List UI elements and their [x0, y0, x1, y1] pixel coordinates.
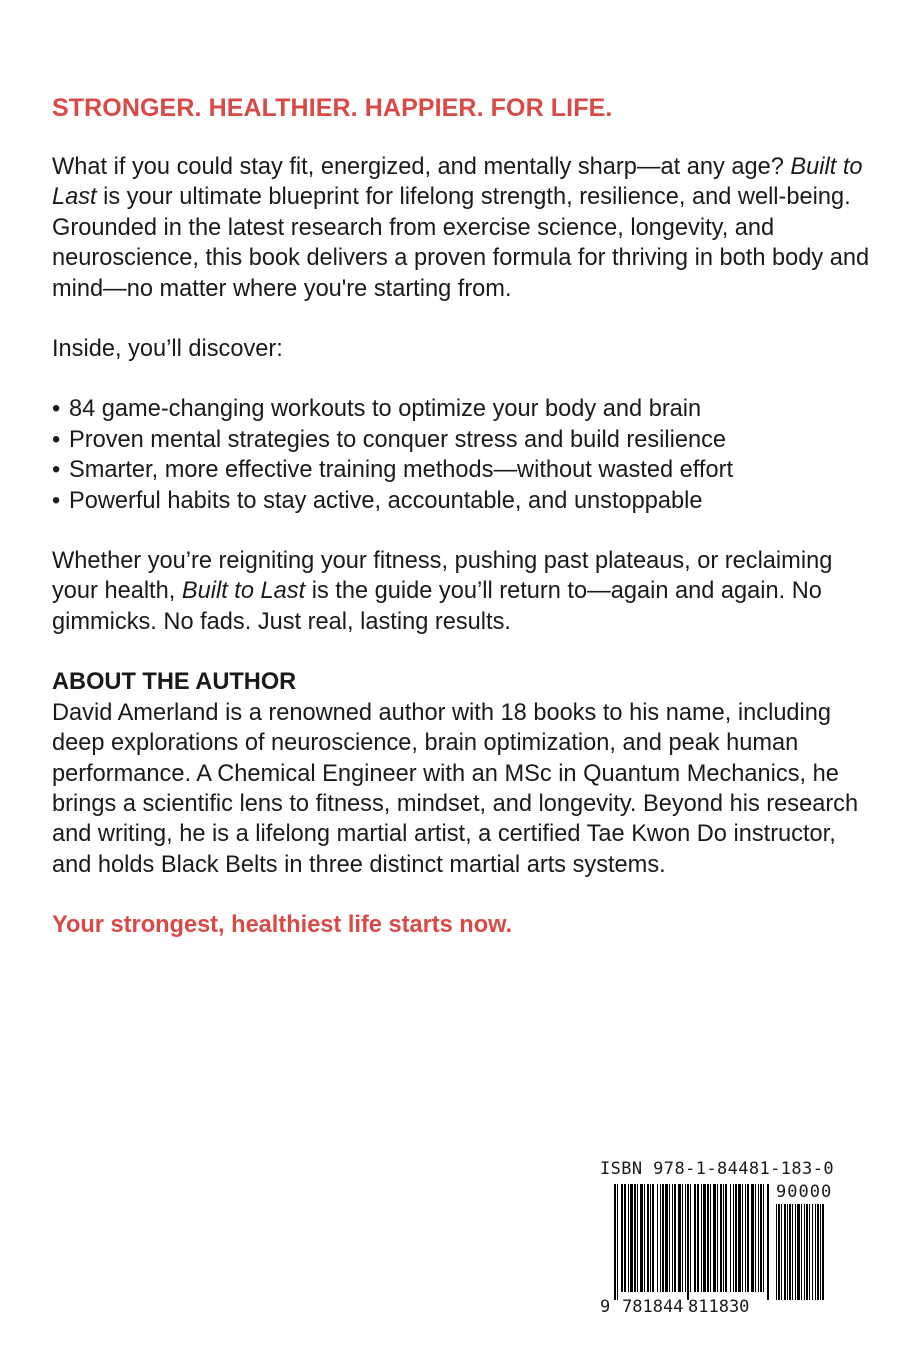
barcode-bar: [733, 1184, 734, 1292]
author-bio: David Amerland is a renowned author with 18 books to his name, including deep explorations of neuroscience, brain optimization, and peak human performance. A Chemical Engineer with an MSc in Quantum Mechanics, he brings a scientific lens to fitness, mindset, and longevity. Beyond his research and writing, he is a lifelong martial artist, a certified Tae Kwon Do instructor, and holds Black Belts in three distinct martial arts systems.: [52, 699, 859, 878]
addon-barcode-bar: [812, 1204, 813, 1300]
barcode-bar: [628, 1184, 629, 1292]
barcode-bar: [763, 1184, 764, 1292]
barcode-bar: [617, 1184, 618, 1300]
whether-lead: Whether you’re reigniting your fitness, pushing past plateaus, or reclaiming your health,: [52, 548, 833, 605]
barcode-bar: [662, 1184, 664, 1292]
list-item: • 84 game-changing workouts to optimize your body and brain: [52, 394, 872, 424]
barcode-bar: [730, 1184, 731, 1292]
barcode-bar: [650, 1184, 651, 1292]
barcode-bar: [697, 1184, 699, 1292]
barcode-bar: [694, 1184, 696, 1292]
book-title: Built to Last: [52, 154, 863, 211]
addon-barcode-bar: [778, 1204, 780, 1300]
barcode-bar: [690, 1184, 691, 1292]
barcode-bar: [751, 1184, 754, 1292]
barcode-bar: [678, 1184, 681, 1292]
whether-rest: is the guide you’ll return to—again and again. No gimmicks. No fads. Just real, lasting results.: [52, 578, 822, 635]
barcode-digit-group-1: 781844: [622, 1297, 684, 1317]
addon-barcode-bar: [817, 1204, 819, 1300]
list-item: • Proven mental strategies to conquer stress and build resilience: [52, 425, 872, 455]
isbn-label: ISBN 978-1-84481-183-0: [600, 1159, 834, 1179]
barcode-bar: [703, 1184, 706, 1292]
barcode-bar: [717, 1184, 718, 1292]
barcode-bar: [624, 1184, 626, 1292]
barcode-bar: [758, 1184, 759, 1292]
addon-barcode-bar: [776, 1204, 777, 1300]
barcode-bar: [672, 1184, 673, 1292]
barcode-bar: [723, 1184, 724, 1292]
intro-lead: What if you could stay fit, energized, and mentally sharp—at any age?: [52, 154, 791, 180]
barcode-bar: [760, 1184, 762, 1292]
barcode-bar: [637, 1184, 638, 1292]
barcode-bar: [687, 1184, 689, 1300]
addon-barcode-bar: [822, 1204, 824, 1300]
barcode-bar: [660, 1184, 661, 1292]
barcode-bar: [738, 1184, 741, 1292]
addon-barcode-bar: [809, 1204, 810, 1300]
addon-barcode-bar: [787, 1204, 788, 1300]
barcode-bar: [630, 1184, 633, 1292]
barcode-bar: [614, 1184, 616, 1300]
addon-barcode-bar: [792, 1204, 793, 1300]
addon-barcode-bar: [784, 1204, 786, 1300]
barcode-bar: [640, 1184, 643, 1292]
barcode-digit-group-2: 811830: [688, 1297, 750, 1317]
addon-barcode-bar: [801, 1204, 802, 1300]
barcode-bar: [669, 1184, 670, 1292]
barcode-bar: [621, 1184, 623, 1292]
barcode-bar: [747, 1184, 749, 1292]
barcode-bar: [682, 1184, 683, 1292]
list-item: • Smarter, more effective training methods—without wasted effort: [52, 455, 872, 485]
barcode-bar: [701, 1184, 702, 1292]
feature-list: [52, 394, 872, 516]
barcode-bars: [600, 1184, 857, 1300]
barcode-bar: [720, 1184, 722, 1292]
barcode-bar: [735, 1184, 737, 1292]
barcode-bar: [742, 1184, 743, 1292]
barcode-bar: [674, 1184, 676, 1292]
barcode-bar: [644, 1184, 645, 1292]
addon-barcode-bar: [797, 1204, 800, 1300]
price-code: 90000: [776, 1182, 833, 1202]
list-item: • Powerful habits to stay active, accountable, and unstoppable: [52, 486, 872, 516]
addon-barcode-bar: [795, 1204, 796, 1300]
barcode-bar: [652, 1184, 654, 1292]
addon-barcode-bar: [806, 1204, 808, 1300]
intro-paragraph: [52, 152, 872, 304]
barcode-bar: [647, 1184, 649, 1292]
closing-tagline: Your strongest, healthiest life starts now.: [52, 912, 513, 939]
discover-label: Inside, you’ll discover:: [52, 336, 283, 363]
addon-barcode-bar: [820, 1204, 821, 1300]
book-title: Built to Last: [181, 578, 306, 605]
barcode-bar: [710, 1184, 711, 1292]
barcode-digit-first: 9: [600, 1297, 611, 1317]
back-cover-text: [52, 88, 872, 941]
addon-barcode-bar: [789, 1204, 791, 1300]
headline: STRONGER. HEALTHIER. HAPPIER. FOR LIFE.: [52, 94, 613, 122]
author-heading: ABOUT THE AUTHOR: [52, 669, 297, 696]
barcode-bar: [745, 1184, 746, 1292]
addon-barcode-bar: [815, 1204, 816, 1300]
whether-paragraph: [52, 546, 872, 637]
barcode-bar: [634, 1184, 636, 1292]
barcode-bar: [665, 1184, 668, 1292]
barcode-bar: [767, 1184, 769, 1300]
intro-rest: is your ultimate blueprint for lifelong strength, resilience, and well-being. Grounded in the latest research from exercise science, longevity, and neuroscience, this book delivers a proven formula for thriving in both body and mind—no matter where you're starting from.: [52, 184, 870, 302]
isbn-barcode: [600, 1158, 857, 1322]
barcode-bar: [755, 1184, 756, 1292]
barcode-bar: [707, 1184, 709, 1292]
barcode-bar: [657, 1184, 658, 1292]
addon-barcode-bar: [781, 1204, 782, 1300]
barcode-bar: [725, 1184, 727, 1292]
barcode-bar: [685, 1184, 686, 1292]
addon-barcode-bar: [804, 1204, 805, 1300]
barcode-bar: [713, 1184, 716, 1292]
